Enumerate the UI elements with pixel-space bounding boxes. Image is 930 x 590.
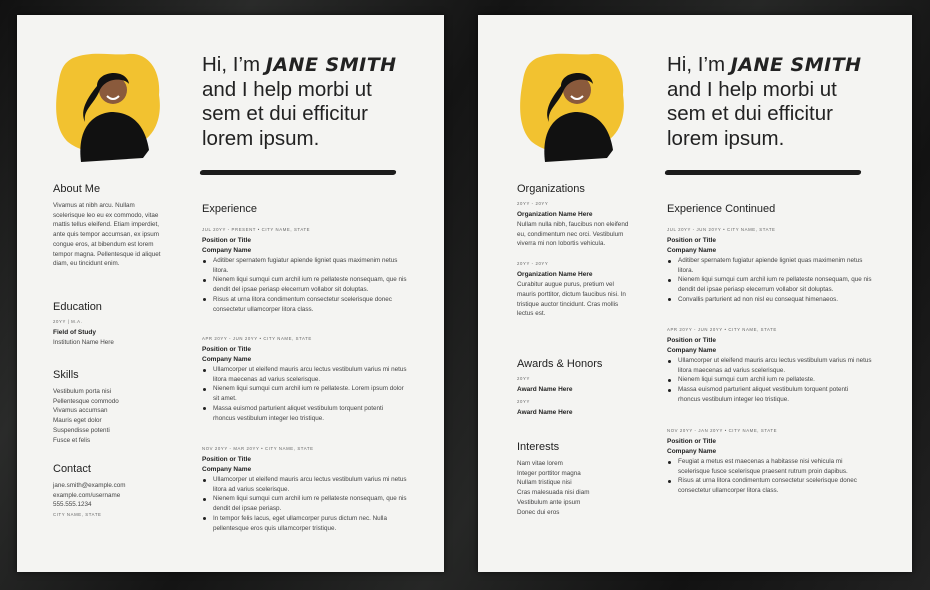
list-line: Pellentesque commodo [53,397,119,405]
sidebar-entry [53,319,165,348]
headline-line: sem et dui efficitur [667,102,833,125]
bullet-item: Convallis parturient ad non nisl eu consequat himenaeos. [667,295,872,305]
bullet-item: Nienem liqui sumqui cum archil ium re pellateste. [667,375,872,385]
entry-name: Award Name Here [517,386,573,393]
bullet-list [202,256,417,314]
headline-name: JANE SMITH [730,54,862,76]
entry-date: APR 20YY - JUN 20YY • CITY NAME, STATE [202,336,312,341]
sidebar-section [517,358,629,422]
entry-name: Field of Study [53,329,96,336]
entry-date: 20YY | M.A. [53,319,83,324]
bullet-item: Nienem liqui sumqui cum archil ium re pellateste nonsequam, que nis dendit del ipsae periasp. [202,494,407,513]
list-line: Cras malesuada nisi diam [517,489,590,497]
bullet-list [667,457,882,496]
bullet-item: Risus at urna litora condimentum consectetur scelerisque donec consectetur ullamcorper litora class. [202,295,407,314]
bullet-item: Nienem liqui sumqui cum archil ium re pellateste nonsequam, que nis dendit del ipsae periasp elecerrum vollabor sit doluptas. [667,275,872,294]
section-heading: Organizations [517,183,585,195]
headline-line: and I help morbi ut [667,77,837,101]
entry-text: Institution Name Here [53,339,114,346]
list-line: Vivamus accumsan [53,407,108,415]
position-title: Position or Title [202,456,251,463]
list-line: Mauris eget dolor [53,417,102,425]
bullet-item: In tempor felis lacus, eget ullamcorper purus dictum nec. Nulla pellentesque eros quis ullamcorper tristique. [202,514,407,533]
section-heading: Experience [202,203,258,215]
entry-date: 20YY - 20YY [517,201,549,206]
entry-date: APR 20YY - JUN 20YY • CITY NAME, STATE [667,327,777,332]
list-line: Nam vitae lorem [517,460,563,467]
brush-underline [665,170,862,175]
section-heading: Experience Continued [667,203,776,215]
list-line: Fusce et felis [53,436,91,444]
section-heading: Education [53,301,102,313]
position-title: Position or Title [667,438,716,445]
bullet-item: Aditiber spernatem fugiatur apiende ligniet quas maximenim netus litora. [202,256,407,275]
list-line: 555.555.1234 [53,501,92,509]
entry-name: Award Name Here [517,409,573,416]
bullet-item: Ullamcorper ut eleifend mauris arcu lectus vestibulum varius mi netus litora ad varius scelerisque. [202,475,407,494]
entry-date: NOV 20YY - JAN 20YY • CITY NAME, STATE [667,428,778,433]
headline [202,53,442,151]
sidebar-section [53,183,165,269]
brush-underline [200,170,397,175]
headline-greeting: Hi, I’m [202,53,261,76]
entry-text: Curabitur augue purus, pretium vel mauris porttitor, dictum faucibus nisi. In tristique auctor tincidunt. Cras mollis lectus est. [517,281,626,318]
sidebar-entry [517,376,629,395]
list-line: Suspendisse potenti [53,426,110,434]
entry-date: NOV 20YY - MAR 20YY • CITY NAME, STATE [202,446,314,451]
position-title: Position or Title [667,237,716,244]
bullet-item: Aditiber spernatem fugiatur apiende ligniet quas maximenim netus litora. [667,256,872,275]
sidebar-section [53,369,165,445]
bullet-item: Massa euismod parturient aliquet vestibulum torquent potenti rhoncus vestibulum integer leo tristique. [667,385,872,404]
entry-name: Organization Name Here [517,271,593,279]
headline [667,53,907,151]
company-name: Company Name [667,247,717,254]
section-heading: Contact [53,463,91,475]
headline-name: JANE SMITH [265,54,397,76]
bullet-list [667,256,882,305]
experience-entry [667,327,882,405]
headline-line: lorem ipsum. [667,126,785,150]
sidebar-entry [517,201,629,249]
section-heading: About Me [53,183,101,195]
position-title: Position or Title [202,237,251,244]
entry-text: Nullam nulla nibh, faucibus non eleifend eu, condimentum nec orci. Vestibulum viverra mi non lobortis vehicula. [517,221,629,248]
headline-greeting: Hi, I’m [667,53,726,76]
profile-photo [517,50,627,162]
bullet-item: Ullamcorper ut eleifend mauris arcu lectus vestibulum varius mi netus litora maecenas ad varius scelerisque. [202,365,407,384]
resume-page-1 [17,15,444,572]
company-name: Company Name [202,356,252,363]
list-line: jane.smith@example.com [53,482,126,489]
experience-entry [202,227,417,314]
experience-section [667,203,887,563]
bullet-list [202,365,417,423]
position-title: Position or Title [667,337,716,344]
section-heading: Interests [517,441,560,453]
list-line: Vestibulum porta nisi [53,388,112,395]
experience-entry [202,336,417,423]
sidebar-section [517,441,629,517]
entry-date: JUL 20YY - PRESENT • CITY NAME, STATE [202,227,311,232]
position-title: Position or Title [202,346,251,353]
experience-entry [667,428,882,496]
company-name: Company Name [667,448,717,455]
bullet-item: Nienem liqui sumqui cum archil ium re pellateste. Lorem ipsum dolor sit amet. [202,384,407,403]
list-line: example.com/username [53,491,121,499]
contact-location: CITY NAME, STATE [53,512,102,518]
headline-line: sem et dui efficitur [202,102,368,125]
entry-name: Organization Name Here [517,211,593,218]
entry-date: 20YY - 20YY [517,261,549,267]
sidebar-entry [517,399,629,418]
company-name: Company Name [202,247,252,254]
company-name: Company Name [667,347,717,354]
bullet-list [667,356,882,405]
list-line: Nullam tristique nisi [517,479,572,487]
section-heading: Awards & Honors [517,358,603,370]
entry-date: JUL 20YY - JUN 20YY • CITY NAME, STATE [667,227,776,232]
experience-section [202,203,422,563]
experience-entry [667,227,882,305]
bullet-item: Nienem liqui sumqui cum archil ium re pellateste nonsequam, que nis dendit del ipsae periasp elecerrum vollabor sit doluptas. [202,275,407,294]
headline-line: and I help morbi ut [202,77,372,101]
resume-page-2 [478,15,912,572]
sidebar-section [53,301,165,352]
list-line: Integer porttitor magna [517,469,581,477]
bullet-item: Massa euismod parturient aliquet vestibulum torquent potenti rhoncus vestibulum integer leo tristique. [202,404,407,423]
bullet-list [202,475,417,533]
profile-photo [53,50,163,162]
headline-line: lorem ipsum. [202,126,320,150]
experience-entry [202,446,417,533]
bullet-item: Feugiat a metus est maecenas a habitasse nisi vehicula mi scelerisque fusce scelerisque praesent rutrum proin dapibus. [667,457,872,476]
company-name: Company Name [202,466,252,473]
sidebar-section [517,183,629,331]
entry-date: 20YY [517,399,530,404]
section-heading: Skills [53,369,79,381]
list-line: Vestibulum ante ipsum [517,498,581,506]
list-line: Donec dui eros [517,508,560,516]
section-text: Vivamus at nibh arcu. Nullam scelerisque leo eu ex commodo, vitae mattis tellus eleifend. Etiam imperdiet, ante quis tempor accumsan, ex ipsum congue eros, at bibendum est lorem tempor magna. Pellentesque id aliquet diam, eu tincidunt enim. [53,202,161,268]
bullet-item: Risus at urna litora condimentum consectetur scelerisque donec consectetur ullamcorper litora class. [667,476,872,495]
entry-date: 20YY [517,376,530,381]
sidebar-entry [517,261,629,319]
bullet-item: Ullamcorper ut eleifend mauris arcu lectus vestibulum varius mi netus litora maecenas ad varius scelerisque. [667,356,872,375]
sidebar-section [53,463,165,521]
